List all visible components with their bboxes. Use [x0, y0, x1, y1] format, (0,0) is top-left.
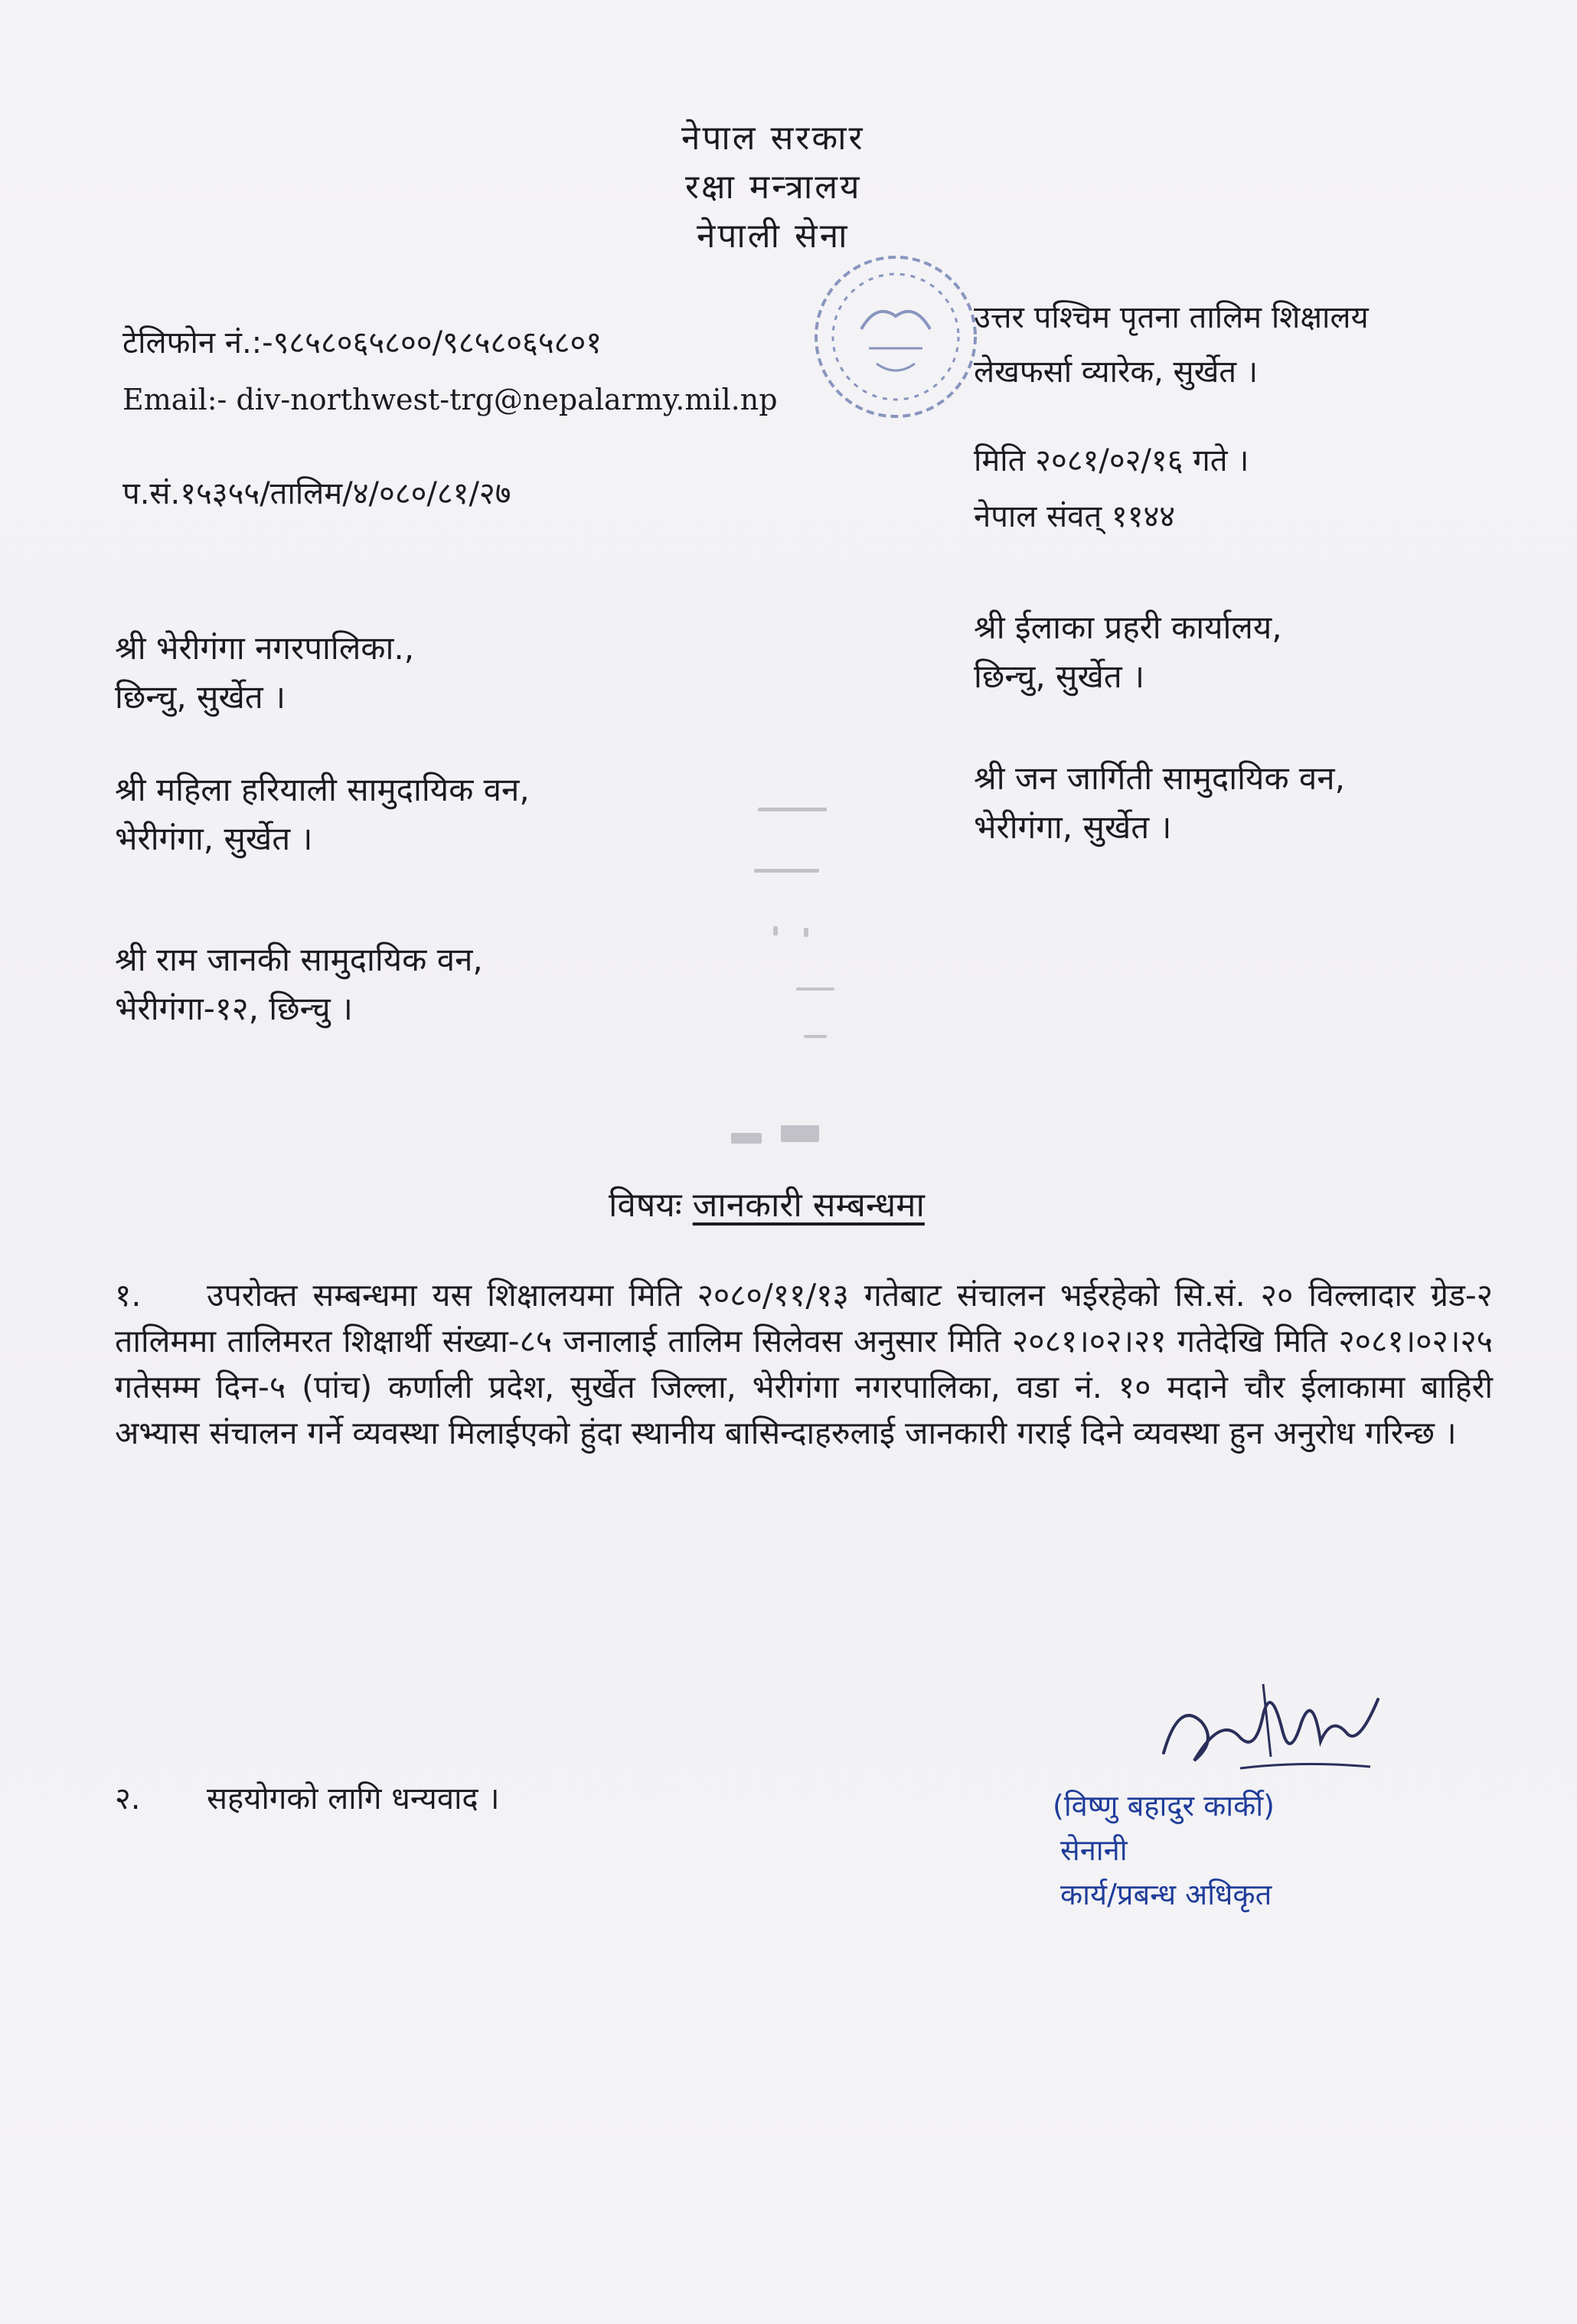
paragraph-number: २. — [115, 1781, 141, 1816]
signatory-name: (विष्णु बहादुर कार्की) — [1053, 1789, 1275, 1823]
paragraph-number: १. — [115, 1277, 142, 1314]
header-army: नेपाली सेना — [697, 217, 850, 256]
subject-label: विषयः — [609, 1186, 682, 1225]
signatory-designation: कार्य/प्रबन्ध अधिकृत — [1060, 1878, 1272, 1911]
header-government: नेपाल सरकार — [681, 119, 865, 158]
recipient-name: श्री जन जार्गिती सामुदायिक वन, — [974, 759, 1345, 797]
recipient-name: श्री महिला हरियाली सामुदायिक वन, — [115, 771, 530, 808]
telephone-line: टेलिफोन नं.:-९८५८०६५८००/९८५८०६५८०१ — [122, 325, 602, 361]
recipient-address: भेरीगंगा, सुर्खेत । — [974, 808, 1172, 846]
signature-block — [1053, 1784, 1275, 1917]
office-name: उत्तर पश्चिम पृतना तालिम शिक्षालय — [974, 300, 1369, 335]
email-line: Email:- div-northwest-trg@nepalarmy.mil.np — [122, 383, 778, 416]
office-location: लेखफर्सा व्यारेक, सुर्खेत । — [974, 354, 1258, 390]
recipient-address: भेरीगंगा, सुर्खेत । — [115, 820, 313, 857]
recipient-name: श्री भेरीगंगा नगरपालिका., — [115, 629, 415, 667]
header-ministry: रक्षा मन्त्रालय — [685, 168, 862, 207]
date-line: मिति २०८१/०२/१६ गते । — [974, 443, 1249, 478]
recipient-address: छिन्चु, सुर्खेत । — [974, 658, 1145, 695]
recipient-address: भेरीगंगा-१२, छिन्चु । — [115, 990, 353, 1027]
recipient-left-2 — [115, 765, 530, 863]
paragraph-text: उपरोक्त सम्बन्धमा यस शिक्षालयमा मिति २०८०/११/१३ गतेबाट संचालन भईरहेको सि.सं. २० विल्लादार ग्रेड-२ तालिममा तालिमरत शिक्षार्थी संख्या-८५ जनालाई तालिम सिलेवस अनुसार मिति २०८१।०२।२१ गतेदेखि मिति २०८१।०२।२५ गतेसम्म दिन-५ (पांच) कर्णाली प्रदेश, सुर्खेत जिल्ला, भेरीगंगा नगरपालिका, वडा नं. १० मदाने चौर ईलाकामा बाहिरी अभ्यास संचालन गर्ने व्यवस्था मिलाईएको हुंदा स्थानीय बासिन्दाहरुलाई जानकारी गराई दिने व्यवस्था हुन अनुरोध गरिन्छ । — [115, 1277, 1493, 1451]
recipient-left-1 — [115, 624, 414, 722]
recipient-name: श्री ईलाका प्रहरी कार्यालय, — [974, 609, 1282, 646]
recipient-right-1 — [974, 603, 1282, 701]
signatory-rank: सेनानी — [1060, 1833, 1128, 1867]
official-seal-stamp — [808, 249, 984, 425]
paragraph-text: सहयोगको लागि धन्यवाद । — [207, 1781, 500, 1816]
paragraph-1 — [115, 1272, 1493, 1456]
subject-line — [609, 1180, 925, 1226]
paragraph-2 — [115, 1776, 500, 1818]
subject-text: जानकारी सम्बन्धमा — [692, 1186, 925, 1225]
recipient-address: छिन्चु, सुर्खेत । — [115, 678, 286, 716]
recipient-left-3 — [115, 935, 483, 1033]
recipient-name: श्री राम जानकी सामुदायिक वन, — [115, 941, 483, 978]
nepal-samvat-line: नेपाल संवत् ११४४ — [974, 499, 1176, 534]
recipient-right-2 — [974, 754, 1345, 852]
reference-number: प.सं.१५३५५/तालिम/४/०८०/८१/२७ — [122, 476, 511, 511]
handwritten-signature — [1148, 1669, 1393, 1784]
